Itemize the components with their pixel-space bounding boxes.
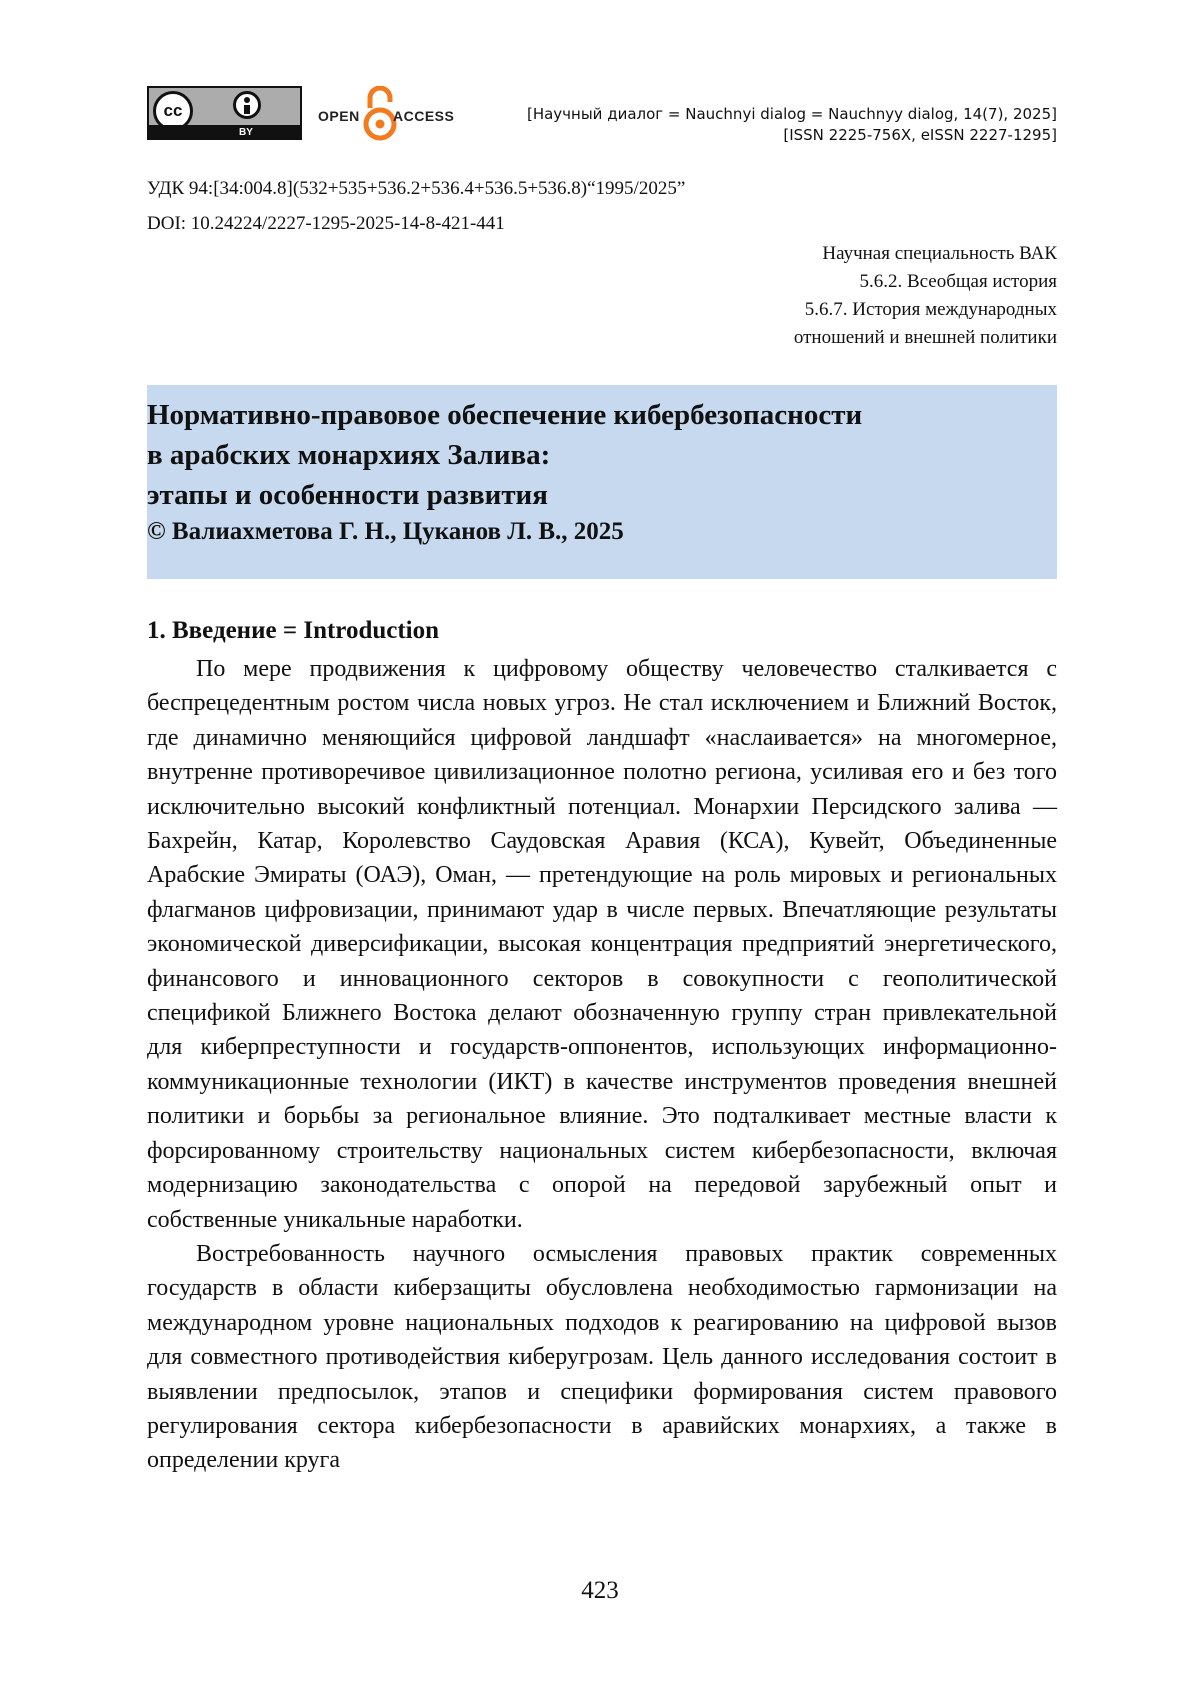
body-text	[147, 652, 1057, 1478]
vak-specialty	[794, 240, 1057, 352]
udc-code: УДК 94:[34:004.8](532+535+536.2+536.4+536.5+536.8)“1995/2025”	[147, 178, 686, 199]
paragraph: По мере продвижения к цифровому обществу человечество сталкивается с беспрецедентным ростом числа новых угроз. Не стал исключением и Ближний Восток, где динамично меняющийся цифровой ландшафт «наслаивается» на многомерное, внутренне противоречивое цивилизационное полотно региона, усиливая его и без того исключительно высокий конфликтный потенциал. Монархии Персидского залива — Бахрейн, Катар, Королевство Саудовская Аравия (КСА), Кувейт, Объединенные Арабские Эмираты (ОАЭ), Оман, — претендующие на роль мировых и региональных флагманов цифровизации, принимают удар в числе первых. Впечатляющие результаты экономической диверсификации, высокая концентрация предприятий энергетического, финансового и инновационного секторов в совокупности с геополитической спецификой Ближнего Востока делают обозначенную группу стран привлекательной для киберпреступности и государств-оппонентов, использующих информационно-коммуникационные технологии (ИКТ) в качестве инструментов проведения внешней политики и борьбы за региональное влияние. Это подталкивает местные власти к форсированному строительству национальных систем кибербезопасности, включая модернизацию законодательства с опорой на передовой зарубежный опыт и собственные уникальные наработки.	[147, 656, 1057, 1233]
authors-copyright: © Валиахметова Г. Н., Цуканов Л. В., 2025	[147, 518, 624, 545]
open-access-lock-icon	[363, 86, 397, 142]
cc-by-license-badge	[147, 86, 302, 140]
page-number: 423	[581, 1577, 619, 1604]
section-heading: 1. Введение = Introduction	[147, 617, 440, 644]
paragraph: Востребованность научного осмысления правовых практик современных государств в области киберзащиты обусловлена необходимостью гармонизации на международном уровне национальных подходов к реагированию на цифровой вызов для совместного противодействия киберугрозам. Цель данного исследования состоит в выявлении предпосылок, этапов и специфики формирования систем правового регулирования сектора кибербезопасности в аравийских монархиях, а также в определении круга	[147, 1240, 1057, 1474]
open-access-left-text: OPEN	[318, 108, 360, 124]
title-line: в арабских монархиях Залива:	[147, 439, 551, 471]
title-line: Нормативно-правовое обеспечение кибербезопасности	[147, 399, 863, 431]
cc-icon: cc	[153, 91, 193, 131]
journal-citation: [Научный диалог = Nauchnyi dialog = Nauchnyy dialog, 14(7), 2025]	[526, 105, 1057, 123]
title-line: этапы и особенности развития	[147, 479, 548, 511]
by-label: BY	[239, 127, 253, 138]
open-access-right-text: ACCESS	[393, 108, 455, 124]
journal-issn: [ISSN 2225-756X, eISSN 2227-1295]	[783, 126, 1057, 144]
specialty-line: отношений и внешней политики	[793, 327, 1057, 348]
specialty-line: 5.6.2. Всеобщая история	[859, 271, 1057, 292]
attribution-person-icon	[233, 91, 261, 119]
article-title	[147, 395, 862, 515]
open-access-logo	[318, 86, 468, 142]
doi: DOI: 10.24224/2227-1295-2025-14-8-421-441	[147, 213, 505, 234]
journal-reference	[527, 104, 1057, 146]
specialty-line: 5.6.7. История международных	[804, 299, 1057, 320]
specialty-line: Научная специальность ВАК	[822, 243, 1057, 264]
title-box	[147, 385, 1057, 579]
